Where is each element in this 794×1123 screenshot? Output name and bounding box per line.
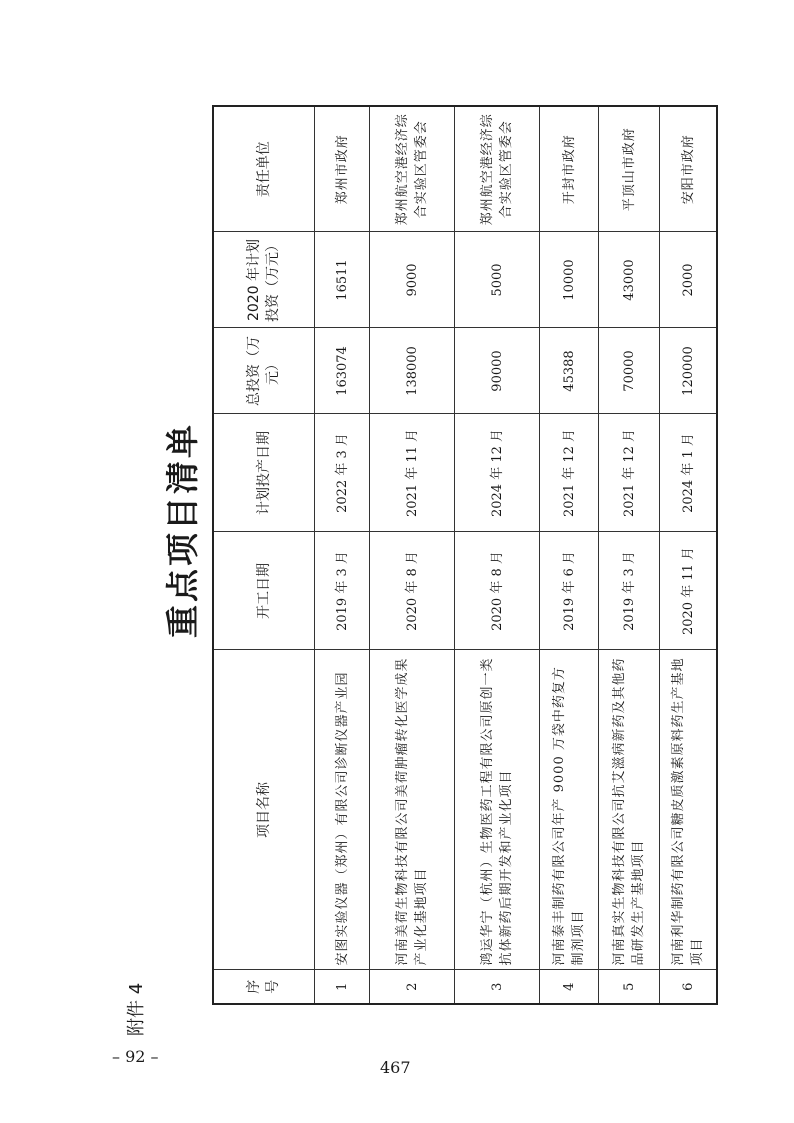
document-title: 重点项目清单	[163, 422, 202, 638]
sheet-number: 467	[380, 1058, 411, 1077]
cell-invest2020: 9000	[370, 232, 455, 328]
cell-start: 2020 年 11 月	[660, 532, 718, 650]
rotated-page	[102, 100, 705, 1040]
cell-total: 120000	[660, 328, 718, 414]
cell-start: 2019 年 3 月	[599, 532, 660, 650]
page-number: – 92 –	[112, 1047, 159, 1066]
cell-unit: 开封市政府	[540, 106, 599, 232]
cell-seq: 5	[599, 970, 660, 1004]
cell-production: 2021 年 11 月	[370, 414, 455, 532]
cell-total: 45388	[540, 328, 599, 414]
cell-total: 163074	[315, 328, 370, 414]
cell-unit: 平顶山市政府	[599, 106, 660, 232]
cell-production: 2024 年 1 月	[660, 414, 718, 532]
cell-start: 2019 年 3 月	[315, 532, 370, 650]
cell-name: 河南泰丰制药有限公司年产 9000 万袋中药复方制剂项目	[540, 650, 599, 970]
header-name: 项目名称	[213, 650, 315, 970]
cell-total: 70000	[599, 328, 660, 414]
cell-seq: 2	[370, 970, 455, 1004]
cell-unit: 安阳市政府	[660, 106, 718, 232]
cell-total: 90000	[455, 328, 540, 414]
cell-start: 2020 年 8 月	[370, 532, 455, 650]
table-row	[370, 106, 455, 1004]
table-row	[660, 106, 718, 1004]
cell-seq: 6	[660, 970, 718, 1004]
table-row	[599, 106, 660, 1004]
cell-invest2020: 16511	[315, 232, 370, 328]
header-seq: 序号	[213, 970, 315, 1004]
cell-production: 2022 年 3 月	[315, 414, 370, 532]
header-invest2020: 2020 年计划投资（万元）	[213, 232, 315, 328]
cell-invest2020: 5000	[455, 232, 540, 328]
attachment-label: 附件 4	[126, 982, 147, 1036]
cell-name: 河南真实生物科技有限公司抗艾滋病新药及其他药品研发生产基地项目	[599, 650, 660, 970]
cell-unit: 郑州市政府	[315, 106, 370, 232]
cell-name: 安图实验仪器（郑州）有限公司诊断仪器产业园	[315, 650, 370, 970]
header-production: 计划投产日期	[213, 414, 315, 532]
cell-name: 河南利华制药有限公司糖皮质激素原料药生产基地项目	[660, 650, 718, 970]
table-row	[315, 106, 370, 1004]
key-projects-table	[212, 105, 718, 1005]
cell-production: 2021 年 12 月	[540, 414, 599, 532]
cell-invest2020: 10000	[540, 232, 599, 328]
cell-total: 138000	[370, 328, 455, 414]
cell-unit: 郑州航空港经济综合实验区管委会	[455, 106, 540, 232]
table-row	[540, 106, 599, 1004]
cell-invest2020: 43000	[599, 232, 660, 328]
table-header-row	[213, 106, 315, 1004]
cell-invest2020: 2000	[660, 232, 718, 328]
cell-name: 河南美荷生物科技有限公司美荷肿瘤转化医学成果产业化基地项目	[370, 650, 455, 970]
table-row	[455, 106, 540, 1004]
cell-name: 鸿运华宁（杭州）生物医药工程有限公司原创一类抗体新药后期开发和产业化项目	[455, 650, 540, 970]
cell-start: 2020 年 8 月	[455, 532, 540, 650]
cell-seq: 3	[455, 970, 540, 1004]
cell-production: 2021 年 12 月	[599, 414, 660, 532]
header-total: 总投资（万元）	[213, 328, 315, 414]
cell-seq: 1	[315, 970, 370, 1004]
cell-production: 2024 年 12 月	[455, 414, 540, 532]
cell-start: 2019 年 6 月	[540, 532, 599, 650]
cell-seq: 4	[540, 970, 599, 1004]
header-start: 开工日期	[213, 532, 315, 650]
header-unit: 责任单位	[213, 106, 315, 232]
cell-unit: 郑州航空港经济综合实验区管委会	[370, 106, 455, 232]
